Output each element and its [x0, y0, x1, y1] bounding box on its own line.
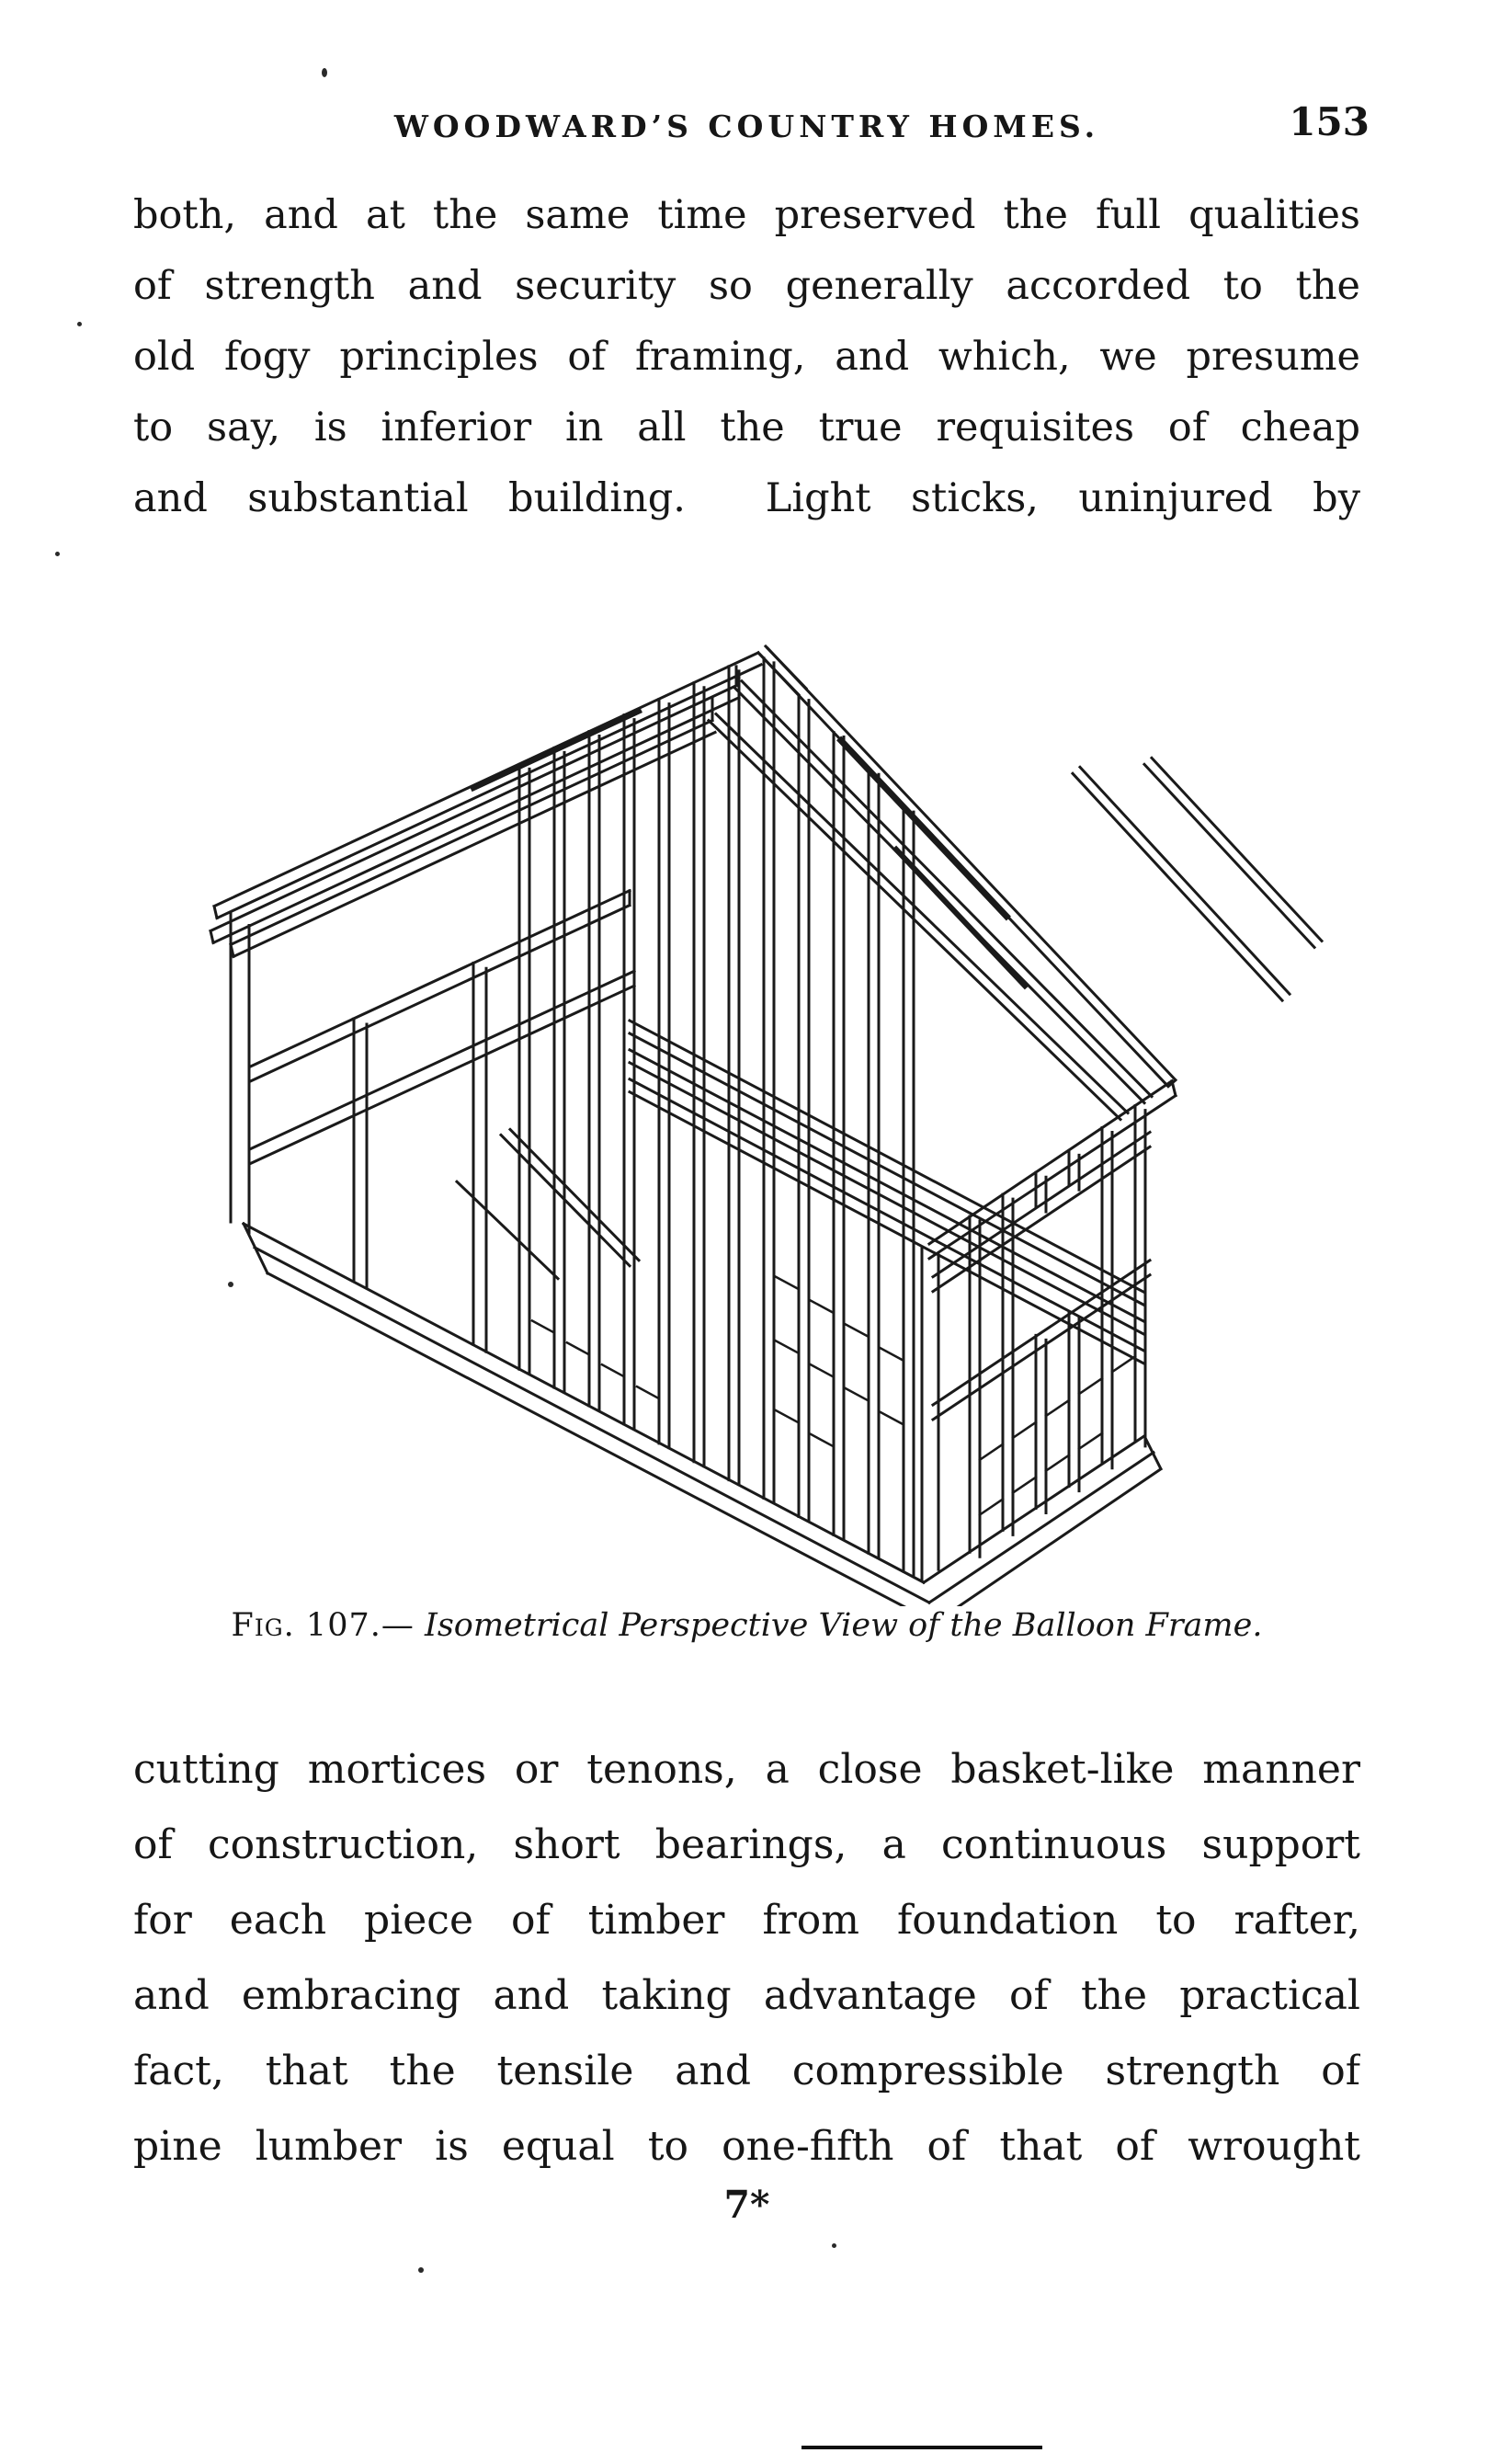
- scan-speck: [55, 552, 60, 556]
- text-line: cutting mortices or tenons, a close basket-like manner: [133, 1746, 1360, 1793]
- scan-speck: [832, 2243, 836, 2248]
- scan-edge-artifact: [801, 2446, 1042, 2449]
- signature-mark: 7*: [723, 2183, 770, 2227]
- text-line: both, and at the same time preserved the full qualities: [133, 192, 1360, 238]
- text-line: and substantial building. Light sticks, uninjured by: [133, 475, 1360, 521]
- figure-caption-label: Fig. 107.—: [231, 1607, 415, 1644]
- text-line: fact, that the tensile and compressible strength of: [133, 2048, 1360, 2094]
- body-paragraph-2: [133, 1732, 1360, 2185]
- balloon-frame-svg: [198, 636, 1324, 1606]
- figure-caption: [133, 1607, 1360, 1644]
- scan-speck: [228, 1282, 233, 1287]
- scan-speck: [77, 322, 82, 326]
- body-paragraph-1: [133, 180, 1360, 534]
- scan-speck: [418, 2267, 424, 2273]
- figure-caption-text: Isometrical Perspective View of the Balloon Frame.: [425, 1607, 1263, 1644]
- scan-speck: [322, 68, 327, 77]
- text-line: of strength and security so generally accorded to the: [133, 263, 1360, 309]
- text-line: and embracing and taking advantage of the practical: [133, 1972, 1360, 2019]
- running-head-title: WOODWARD’S COUNTRY HOMES.: [393, 108, 1100, 144]
- balloon-frame-illustration: [198, 636, 1324, 1606]
- text-line: for each piece of timber from foundation to rafter,: [133, 1897, 1360, 1944]
- page-number: 153: [1289, 99, 1370, 144]
- text-line: old fogy principles of framing, and which, we presume: [133, 334, 1360, 380]
- text-line: pine lumber is equal to one-fifth of that of wrought: [133, 2123, 1360, 2170]
- text-line: of construction, short bearings, a continuous support: [133, 1821, 1360, 1868]
- text-line: to say, is inferior in all the true requisites of cheap: [133, 405, 1360, 451]
